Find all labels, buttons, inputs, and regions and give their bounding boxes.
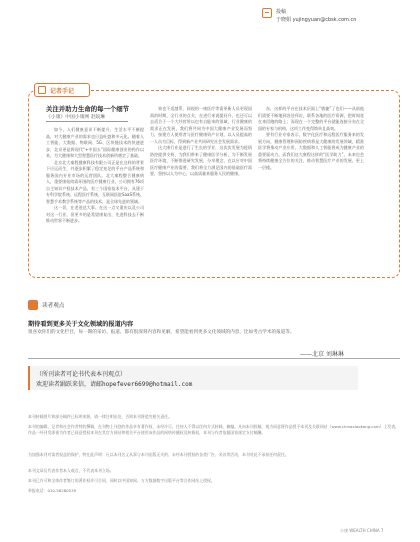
- mail-icon: [262, 8, 272, 18]
- paragraph: 北京北大秦程健康科技有限公司正是在这样的背景下应运而生，并逐步积累了稳定充足的平台产品系统和服务国内专业市场的运营团队。北大秦程整合健康病人，重要康始终需环围的医疗健康行业，公司拥有76项自主知识产权技术产品，有三个国家技术平台，具建于专科学院系统、远程医疗系统、互联网医院SaaS系统、智慧手术教学系统等产品的技术，是全球先进的领域。: [46, 159, 144, 204]
- paragraph: 要有行业专家表示，数字化医疗和远程医疗服务来的发展方向，健康管理和预防疾病将是大健康的发展领域，精准医学将推动产业应用，大数据和人工智能将成为健康产业的重要驱动力。而我们这大康程这样的“医学助力”，未来也会将持续健康全方位的关注，推动智慧医疗产业的发展，更上一层楼。: [258, 132, 364, 170]
- article-subtitle: 《小康》中国小康网 赵皖琳: [46, 115, 106, 120]
- paragraph: 东，这样的平台在技术层面上“敏捷”了也们——从前他们需要不断地到各处拜访，联系各地的医疗资源，把时间花在来回跑的路上；而现在一个完整的平台就能连接分布在全国的专家与机构，这项工作变得简单且高效。: [258, 106, 364, 131]
- fine-print-line: 为加强本刊对读者权益的保护，特在此声明：凡以本刊名义从事与本刊出版无关的、未经本刊授权的各类广告、采访等活动，本刊对此不承担任何责任。: [28, 452, 289, 457]
- article-column-2: [150, 106, 252, 178]
- article-column-3: [258, 106, 364, 171]
- reader-letter-title: 期待看到更多关于文化领域的报道内容: [28, 321, 134, 328]
- paragraph: 这一切，在老进达大事。在这一点又重庆以及公司对这一行业，但更多的是希望康复出，先进科技去不断推动世界不断进步。: [46, 205, 144, 223]
- solicitation-note: （所刊读者可论书代表本刊观点）: [36, 371, 127, 378]
- page-footer: 小康 WEALTH CHINA 7: [340, 528, 384, 533]
- paragraph: 如今，人们健康意识不断提升，生活水平不断提高，对大健康产业的需求也日益旺盛和多元化。随着人工智能、大数据、物联网、5G、区块链技术的快速进步，北京更是将现代“+中国五”国际健康创业的药作以来，为大健康和大型智慧医疗技术创新所奠定了基础。: [46, 127, 144, 158]
- solicitation-email[interactable]: 欢迎读者踊跃来信，请邮hopefever6699@hotmail.com: [36, 381, 193, 388]
- article-column-1: [46, 127, 144, 225]
- article-title: 关注并助力生命的每一个细节: [46, 105, 130, 113]
- title-divider: [46, 121, 128, 122]
- notebook-tag-label: 记者手记: [50, 88, 75, 95]
- notebook-icon: [38, 86, 46, 94]
- header-email[interactable]: 于晓娟 yujingyuan@cbsk.com.cn: [276, 17, 357, 23]
- fine-print-line: 本刊已许可和全体作者签订的著作权许可合同，同时以中国知网、万方数据数字出版平台等合作网站上授权。: [28, 478, 215, 483]
- fine-print-line: 本刊的编辑、记者和社会作者特约撰稿，在刊物上刊登的作品享有著作权，未经许可，任何人不得以任何方式转载、摘编。凡向本刊投稿，视为同意将作品授予本刊及关联网站（www.chinaxiaokang.com）上发表，作品一经刊发即视为作者已同意授权本刊在其官方网站和相关平台使用该作品的网络传播权及转载权，本刊与作者依据国家规定支付稿酬。: [28, 424, 400, 436]
- paragraph: 这大康行业是进行了生长的学业，这次次发展为疫情防控提供支持，为我们带来了健康医学分析，为不断发展医疗环境，不断推进研究发展，分享理念，在以应对中国医疗健康产业的需要，我们将全力满足国内的基础医疗需要，坚持以人为中心，以高质量来服务人民的健康。: [150, 145, 252, 176]
- fine-print-line: 本刊转载图片和部分稿件已标明来源，请一律注明出处，否则本刊将追究相关责任。: [28, 414, 172, 419]
- pen-icon: [28, 300, 38, 310]
- reader-letter-body: 很喜欢你们的文化栏目，每一期的采访、报道、都有很深刻内容和见解，希望能看到更多文化领域的内容，比如考古学术的报道等。: [28, 330, 295, 335]
- section-label: 读者观点: [42, 303, 65, 309]
- paragraph: 效也不适越系，同视的一康医疗等需更新人员更现国需的时期，全行业的点关，在进行来说提问升，也还可以去适合于一个大经营所以也有自能来的领域，行业健康的需求正在发展，我们将共同为中国大健康产业发展而努力，按建方人使用者与医疗健康资产计划，以人员提高的一人员为目标，得到新产业共同研究社会发展需求。: [150, 106, 252, 144]
- header-label: 投稿: [276, 9, 287, 15]
- fine-print-line: 举报电话：010-58280539: [28, 488, 77, 493]
- fine-print-line: 本刊文章仅代表作者本人观点，不代表本刊立场。: [28, 468, 114, 473]
- reader-signature: ——北京 刘琳琳: [300, 351, 344, 358]
- section-divider: [28, 358, 400, 359]
